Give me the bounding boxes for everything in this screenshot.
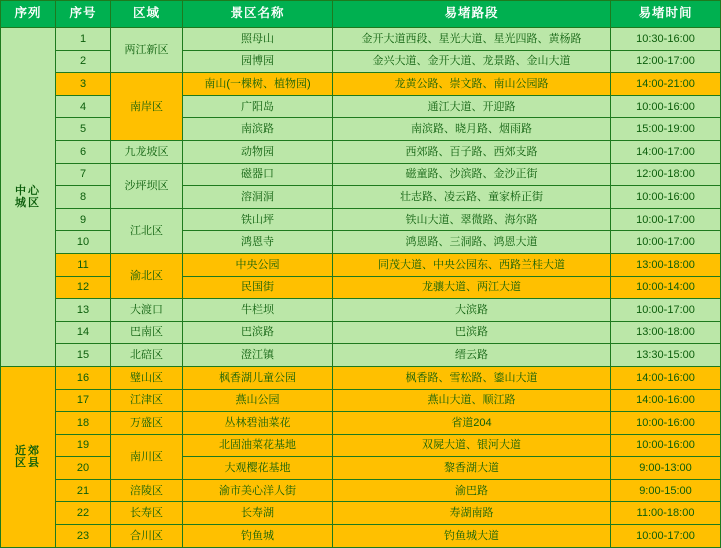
congested-road-cell: 大滨路 — [333, 299, 611, 322]
scenic-name-cell: 照母山 — [183, 28, 333, 51]
area-cell: 长寿区 — [111, 502, 183, 525]
congested-road-cell: 燕山大道、顺江路 — [333, 389, 611, 412]
area-cell: 江津区 — [111, 389, 183, 412]
row-number-cell: 1 — [56, 28, 111, 51]
scenic-name-cell: 民国街 — [183, 276, 333, 299]
congested-road-cell: 双屍大道、银河大道 — [333, 434, 611, 457]
congested-road-cell: 通江大道、开迎路 — [333, 95, 611, 118]
congested-road-cell: 金开大道西段、星光大道、星光四路、黄杨路 — [333, 28, 611, 51]
row-number-cell: 11 — [56, 253, 111, 276]
row-number-cell: 4 — [56, 95, 111, 118]
table-row — [1, 366, 721, 389]
area-cell: 九龙坡区 — [111, 140, 183, 163]
table-row — [1, 389, 721, 412]
scenic-name-cell: 澄江镇 — [183, 344, 333, 367]
header-cell-congested-time: 易堵时间 — [611, 1, 721, 28]
row-number-cell: 21 — [56, 479, 111, 502]
area-cell: 大渡口 — [111, 299, 183, 322]
scenic-name-cell: 长寿湖 — [183, 502, 333, 525]
area-cell: 万盛区 — [111, 412, 183, 435]
congested-time-cell: 14:00-16:00 — [611, 366, 721, 389]
congested-time-cell: 10:00-16:00 — [611, 412, 721, 435]
table-row — [1, 412, 721, 435]
group-label-cell: 近郊 区县 — [1, 366, 56, 547]
row-number-cell: 17 — [56, 389, 111, 412]
congested-time-cell: 10:00-17:00 — [611, 231, 721, 254]
congested-road-cell: 西郊路、百子路、西郊支路 — [333, 140, 611, 163]
scenic-name-cell: 渝市美心洋人街 — [183, 479, 333, 502]
header-cell-sequence: 序列 — [1, 1, 56, 28]
row-number-cell: 8 — [56, 186, 111, 209]
congested-time-cell: 10:00-16:00 — [611, 434, 721, 457]
congested-road-cell: 黎香湖大道 — [333, 457, 611, 480]
table-row — [1, 140, 721, 163]
table-row — [1, 457, 721, 480]
congested-time-cell: 10:00-17:00 — [611, 525, 721, 548]
row-number-cell: 10 — [56, 231, 111, 254]
scenic-name-cell: 南滨路 — [183, 118, 333, 141]
area-cell: 巴南区 — [111, 321, 183, 344]
area-cell: 南川区 — [111, 434, 183, 479]
table-row — [1, 118, 721, 141]
table-row — [1, 502, 721, 525]
row-number-cell: 19 — [56, 434, 111, 457]
table-row — [1, 73, 721, 96]
row-number-cell: 2 — [56, 50, 111, 73]
congested-road-cell: 枫香路、雪松路、鎏山大道 — [333, 366, 611, 389]
row-number-cell: 12 — [56, 276, 111, 299]
congested-road-cell: 缙云路 — [333, 344, 611, 367]
row-number-cell: 15 — [56, 344, 111, 367]
congested-road-cell: 磁童路、沙滨路、金沙正街 — [333, 163, 611, 186]
congested-road-cell: 钓鱼城大道 — [333, 525, 611, 548]
congested-time-cell: 10:30-16:00 — [611, 28, 721, 51]
row-number-cell: 22 — [56, 502, 111, 525]
scenic-name-cell: 钓鱼城 — [183, 525, 333, 548]
table-header-row — [1, 1, 721, 28]
area-cell: 璧山区 — [111, 366, 183, 389]
scenic-name-cell: 燕山公园 — [183, 389, 333, 412]
table-row — [1, 479, 721, 502]
table-row — [1, 321, 721, 344]
congested-time-cell: 14:00-21:00 — [611, 73, 721, 96]
scenic-name-cell: 枫香湖儿童公园 — [183, 366, 333, 389]
congested-road-cell: 龙骧大道、两江大道 — [333, 276, 611, 299]
scenic-name-cell: 铁山坪 — [183, 208, 333, 231]
congested-time-cell: 14:00-16:00 — [611, 389, 721, 412]
scenic-name-cell: 北固油菜花基地 — [183, 434, 333, 457]
header-cell-number: 序号 — [56, 1, 111, 28]
row-number-cell: 5 — [56, 118, 111, 141]
table-row — [1, 434, 721, 457]
row-number-cell: 7 — [56, 163, 111, 186]
scenic-name-cell: 大观樱花基地 — [183, 457, 333, 480]
congested-time-cell: 12:00-18:00 — [611, 163, 721, 186]
scenic-name-cell: 巴滨路 — [183, 321, 333, 344]
congested-road-cell: 同茂大道、中央公园东、西路兰桂大道 — [333, 253, 611, 276]
table-row — [1, 253, 721, 276]
table-row — [1, 163, 721, 186]
header-cell-scenic-name: 景区名称 — [183, 1, 333, 28]
congested-time-cell: 12:00-17:00 — [611, 50, 721, 73]
row-number-cell: 14 — [56, 321, 111, 344]
area-cell: 涪陵区 — [111, 479, 183, 502]
congested-time-cell: 9:00-13:00 — [611, 457, 721, 480]
congested-time-cell: 9:00-15:00 — [611, 479, 721, 502]
congested-time-cell: 13:00-18:00 — [611, 253, 721, 276]
congested-time-cell: 10:00-16:00 — [611, 95, 721, 118]
congested-road-cell: 龙黄公路、崇文路、南山公园路 — [333, 73, 611, 96]
scenic-name-cell: 牛栏坝 — [183, 299, 333, 322]
congested-road-cell: 巴滨路 — [333, 321, 611, 344]
row-number-cell: 16 — [56, 366, 111, 389]
congested-time-cell: 10:00-17:00 — [611, 208, 721, 231]
area-cell: 南岸区 — [111, 73, 183, 141]
congested-road-cell: 壮志路、凌云路、童家桥正街 — [333, 186, 611, 209]
congested-road-cell: 寿湖南路 — [333, 502, 611, 525]
congested-road-cell: 铁山大道、翠微路、海尔路 — [333, 208, 611, 231]
area-cell: 两江新区 — [111, 28, 183, 73]
row-number-cell: 20 — [56, 457, 111, 480]
table-row — [1, 208, 721, 231]
row-number-cell: 13 — [56, 299, 111, 322]
scenic-name-cell: 广阳岛 — [183, 95, 333, 118]
congested-time-cell: 10:00-14:00 — [611, 276, 721, 299]
congested-road-cell: 金兴大道、金开大道、龙景路、金山大道 — [333, 50, 611, 73]
table-row — [1, 186, 721, 209]
table-row — [1, 525, 721, 548]
scenic-name-cell: 丛林碧油菜花 — [183, 412, 333, 435]
scenic-name-cell: 南山(一棵树、植物园) — [183, 73, 333, 96]
row-number-cell: 6 — [56, 140, 111, 163]
scenic-name-cell: 中央公园 — [183, 253, 333, 276]
row-number-cell: 18 — [56, 412, 111, 435]
header-cell-area: 区域 — [111, 1, 183, 28]
scenic-name-cell: 动物园 — [183, 140, 333, 163]
area-cell: 沙坪坝区 — [111, 163, 183, 208]
congested-time-cell: 13:00-18:00 — [611, 321, 721, 344]
area-cell: 渝北区 — [111, 253, 183, 298]
table-row — [1, 276, 721, 299]
table-row — [1, 344, 721, 367]
scenic-name-cell: 鸿恩寺 — [183, 231, 333, 254]
congested-time-cell: 14:00-17:00 — [611, 140, 721, 163]
congested-time-cell: 13:30-15:00 — [611, 344, 721, 367]
congested-road-cell: 鸿恩路、三洞路、鸿恩大道 — [333, 231, 611, 254]
row-number-cell: 3 — [56, 73, 111, 96]
table-row — [1, 28, 721, 51]
scenic-name-cell: 磁器口 — [183, 163, 333, 186]
table-row — [1, 50, 721, 73]
congested-road-cell: 渝巴路 — [333, 479, 611, 502]
scenic-name-cell: 溶洞洞 — [183, 186, 333, 209]
congested-time-cell: 11:00-18:00 — [611, 502, 721, 525]
table-row — [1, 299, 721, 322]
row-number-cell: 23 — [56, 525, 111, 548]
header-cell-congested-road: 易堵路段 — [333, 1, 611, 28]
table-row — [1, 95, 721, 118]
area-cell: 江北区 — [111, 208, 183, 253]
congested-road-cell: 南滨路、晓月路、烟雨路 — [333, 118, 611, 141]
congested-time-cell: 10:00-17:00 — [611, 299, 721, 322]
area-cell: 合川区 — [111, 525, 183, 548]
congested-road-cell: 省道204 — [333, 412, 611, 435]
congested-time-cell: 15:00-19:00 — [611, 118, 721, 141]
table-row — [1, 231, 721, 254]
congested-time-cell: 10:00-16:00 — [611, 186, 721, 209]
row-number-cell: 9 — [56, 208, 111, 231]
area-cell: 北碚区 — [111, 344, 183, 367]
scenic-name-cell: 园博园 — [183, 50, 333, 73]
group-label-cell: 中心 城区 — [1, 28, 56, 367]
